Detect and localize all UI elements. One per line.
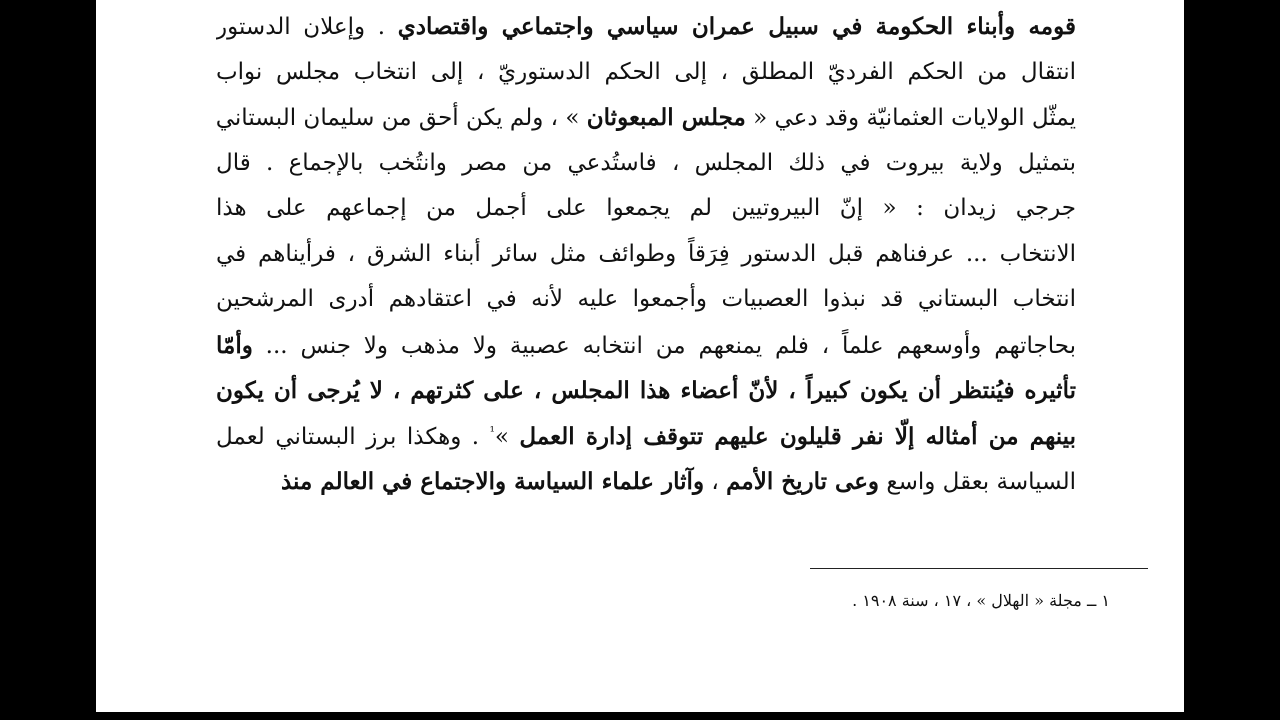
text-segment: وعى تاريخ الأمم	[726, 468, 880, 495]
text-line	[216, 141, 1076, 187]
footnote-divider	[810, 568, 1148, 569]
body-text	[216, 4, 1076, 505]
text-segment: وأمّا	[216, 331, 253, 359]
footnote: ١ ــ مجلة « الهلال » ، ١٧ ، سنة ١٩٠٨ .	[852, 591, 1110, 610]
text-segment: بتمثيل ولاية بيروت في ذلك المجلس ، فاستُدعي من مصر وانتُخب بالإجماع . قال	[216, 149, 1076, 176]
text-segment: »	[494, 423, 520, 450]
text-segment: السياسة بعقل واسع	[879, 469, 1076, 495]
text-segment: . وهكذا برز البستاني لعمل	[216, 423, 490, 450]
text-segment: مجلس المبعوثان	[586, 104, 746, 131]
text-line	[216, 277, 1076, 323]
text-line	[216, 50, 1076, 96]
text-segment: انتقال من الحكم الفرديّ المطلق ، إلى الحكم الدستوريّ ، إلى انتخاب مجلس نواب	[216, 58, 1076, 85]
text-segment: بحاجاتهم وأوسعهم علماً ، فلم يمنعهم من انتخابه عصبية ولا مذهب ولا جنس ...	[252, 332, 1076, 359]
text-line	[216, 232, 1076, 278]
scanned-page	[96, 0, 1184, 712]
text-line	[216, 459, 1076, 505]
text-line	[216, 4, 1076, 50]
text-line	[216, 323, 1076, 369]
text-line	[216, 186, 1076, 232]
text-segment: قومه وأبناء الحكومة في سبيل عمران سياسي واجتماعي واقتصادي	[397, 13, 1076, 40]
text-segment: » ، ولم يكن أحق من سليمان البستاني	[216, 105, 587, 131]
text-segment: بينهم من أمثاله إلّا نفر قليلون عليهم تتوقف إدارة العمل	[519, 422, 1076, 450]
text-line	[216, 368, 1076, 414]
text-segment: انتخاب البستاني قد نبذوا العصبيات وأجمعوا عليه لأنه في اعتقادهم أدرى المرشحين	[216, 286, 1076, 312]
text-segment: . وإعلان الدستور	[216, 14, 398, 40]
text-segment: الانتخاب ... عرفناهم قبل الدستور فِرَقاً وطوائف مثل سائر أبناء الشرق ، فرأيناهم في	[216, 240, 1076, 267]
text-segment: جرجي زيدان : « إنّ البيروتيين لم يجمعوا على أجمل من إجماعهم على هذا	[216, 195, 1076, 221]
text-segment: تأثيره فيُنتظر أن يكون كبيراً ، لأنّ أعضاء هذا المجلس ، على كثرتهم ، لا يُرجى أن يكون	[216, 377, 1076, 404]
text-segment: يمثّل الولايات العثمانيّة وقد دعي «	[745, 105, 1076, 131]
text-line	[216, 414, 1076, 460]
text-segment: وآثار علماء السياسة والاجتماع في العالم منذ	[280, 468, 705, 495]
text-segment: ،	[704, 469, 727, 495]
footnote-marker: ¹	[489, 423, 495, 439]
text-line	[216, 95, 1076, 141]
